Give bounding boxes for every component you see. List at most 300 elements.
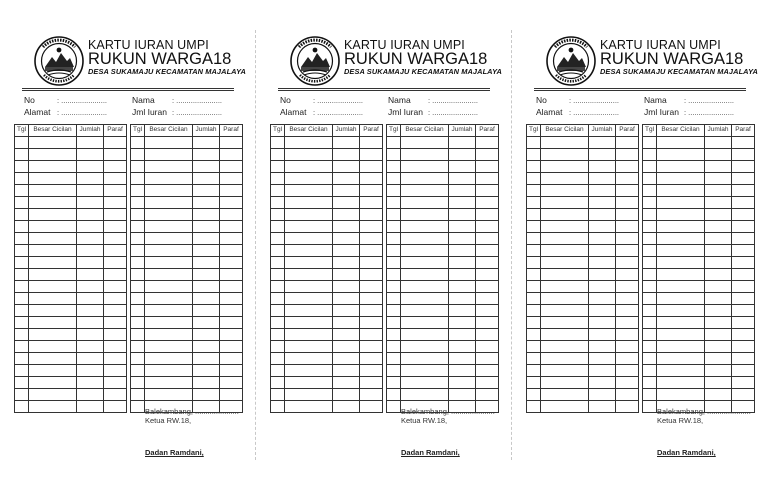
table-cell [15, 389, 29, 401]
table-cell [77, 281, 104, 293]
table-row [131, 365, 243, 377]
table-cell [449, 365, 476, 377]
table-cell [401, 353, 449, 365]
table-row [643, 209, 755, 221]
table-cell [193, 317, 220, 329]
table-cell [360, 173, 383, 185]
table-cell [476, 293, 499, 305]
table-cell [643, 377, 657, 389]
table-row [527, 173, 639, 185]
table-cell [527, 377, 541, 389]
table-cell [193, 245, 220, 257]
table-cell [705, 161, 732, 173]
table-cell [387, 281, 401, 293]
table-row [643, 353, 755, 365]
table-cell [541, 401, 589, 413]
table-cell [220, 329, 243, 341]
table-cell [616, 185, 639, 197]
table-cell [77, 161, 104, 173]
table-cell [271, 173, 285, 185]
table-cell [77, 221, 104, 233]
table-cell [271, 329, 285, 341]
table-cell [643, 257, 657, 269]
table-row [15, 317, 127, 329]
table-cell [732, 185, 755, 197]
table-row [271, 305, 383, 317]
table-row [527, 185, 639, 197]
table-cell [131, 173, 145, 185]
table-cell [77, 137, 104, 149]
table-cell [449, 389, 476, 401]
table-cell [145, 221, 193, 233]
table-row [643, 173, 755, 185]
table-row [387, 341, 499, 353]
table-cell [657, 185, 705, 197]
card-village-subtitle: DESA SUKAMAJU KECAMATAN MAJALAYA [600, 67, 758, 76]
signature-place-date: Balekambang, ..................... [145, 407, 239, 416]
table-cell [616, 389, 639, 401]
installment-table-right [130, 124, 243, 413]
table-cell [616, 281, 639, 293]
table-cell [541, 353, 589, 365]
table-cell [527, 389, 541, 401]
signature-name: Dadan Ramdani, [657, 448, 716, 457]
no-label: No [24, 95, 35, 105]
table-cell [285, 233, 333, 245]
table-cell [131, 353, 145, 365]
table-cell [732, 221, 755, 233]
table-cell [657, 305, 705, 317]
table-cell [616, 149, 639, 161]
table-cell [541, 197, 589, 209]
table-row [131, 173, 243, 185]
table-cell [476, 269, 499, 281]
table-cell [360, 185, 383, 197]
table-cell [657, 281, 705, 293]
table-cell [616, 245, 639, 257]
nama-label: Nama [388, 95, 411, 105]
table-cell [131, 389, 145, 401]
header-rule [534, 90, 746, 91]
table-cell [271, 185, 285, 197]
jml-iuran-field: : ...................... [684, 108, 735, 117]
table-cell [476, 197, 499, 209]
table-cell [657, 149, 705, 161]
table-cell [131, 317, 145, 329]
table-row [271, 257, 383, 269]
rw-emblem-logo [34, 36, 84, 86]
jml-iuran-label: Jml Iuran [388, 107, 423, 117]
table-cell [643, 149, 657, 161]
col-header-besar-cicilan: Besar Cicilan [29, 125, 77, 137]
table-cell [643, 245, 657, 257]
table-cell [29, 281, 77, 293]
table-cell [705, 149, 732, 161]
table-cell [705, 281, 732, 293]
table-cell [657, 269, 705, 281]
table-cell [15, 377, 29, 389]
table-cell [705, 245, 732, 257]
col-header-tgl: Tgl [527, 125, 541, 137]
table-header-row [271, 125, 383, 137]
table-row [387, 185, 499, 197]
table-cell [193, 377, 220, 389]
table-row [527, 365, 639, 377]
table-cell [333, 377, 360, 389]
table-cell [449, 269, 476, 281]
table-cell [657, 245, 705, 257]
table-cell [616, 341, 639, 353]
table-cell [77, 269, 104, 281]
table-cell [732, 353, 755, 365]
table-cell [705, 341, 732, 353]
table-cell [220, 185, 243, 197]
table-cell [527, 257, 541, 269]
table-header-row [643, 125, 755, 137]
table-cell [657, 353, 705, 365]
table-cell [145, 137, 193, 149]
table-cell [589, 245, 616, 257]
table-cell [360, 245, 383, 257]
table-row [387, 365, 499, 377]
table-cell [131, 149, 145, 161]
table-cell [145, 185, 193, 197]
table-cell [387, 173, 401, 185]
table-cell [193, 365, 220, 377]
table-cell [401, 293, 449, 305]
iuran-card [512, 0, 768, 489]
table-cell [387, 341, 401, 353]
table-cell [131, 401, 145, 413]
table-cell [589, 185, 616, 197]
table-row [643, 221, 755, 233]
signature-place-date: Balekambang, ..................... [401, 407, 495, 416]
table-cell [131, 341, 145, 353]
table-cell [271, 317, 285, 329]
table-cell [131, 245, 145, 257]
nama-field: : ...................... [428, 96, 479, 105]
table-cell [77, 233, 104, 245]
table-cell [541, 293, 589, 305]
table-cell [145, 353, 193, 365]
table-cell [271, 353, 285, 365]
table-row [15, 269, 127, 281]
table-cell [220, 377, 243, 389]
table-cell [401, 137, 449, 149]
table-row [131, 317, 243, 329]
table-row [131, 137, 243, 149]
table-cell [333, 365, 360, 377]
table-cell [705, 377, 732, 389]
col-header-besar-cicilan: Besar Cicilan [401, 125, 449, 137]
table-cell [387, 149, 401, 161]
table-cell [145, 161, 193, 173]
table-cell [220, 221, 243, 233]
table-cell [541, 377, 589, 389]
table-row [387, 173, 499, 185]
table-cell [285, 245, 333, 257]
table-cell [193, 281, 220, 293]
table-cell [360, 365, 383, 377]
table-cell [104, 377, 127, 389]
table-cell [387, 185, 401, 197]
table-row [131, 377, 243, 389]
table-cell [104, 257, 127, 269]
iuran-card [0, 0, 256, 489]
table-cell [145, 257, 193, 269]
table-cell [387, 233, 401, 245]
table-row [527, 161, 639, 173]
table-cell [360, 305, 383, 317]
table-cell [15, 257, 29, 269]
table-row [15, 197, 127, 209]
table-cell [732, 365, 755, 377]
signature-place-date: Balekambang, ..................... [657, 407, 751, 416]
table-cell [401, 221, 449, 233]
table-cell [527, 209, 541, 221]
table-cell [360, 161, 383, 173]
table-cell [449, 233, 476, 245]
table-cell [589, 209, 616, 221]
table-cell [145, 341, 193, 353]
table-cell [77, 173, 104, 185]
table-cell [285, 269, 333, 281]
table-cell [15, 341, 29, 353]
table-cell [77, 293, 104, 305]
table-cell [104, 305, 127, 317]
table-cell [541, 137, 589, 149]
col-header-besar-cicilan: Besar Cicilan [285, 125, 333, 137]
card-title: KARTU IURAN UMPI [88, 38, 209, 52]
table-cell [77, 305, 104, 317]
table-cell [220, 209, 243, 221]
table-row [15, 185, 127, 197]
table-cell [449, 185, 476, 197]
table-cell [401, 245, 449, 257]
table-cell [449, 317, 476, 329]
table-cell [401, 233, 449, 245]
table-row [15, 305, 127, 317]
table-cell [77, 185, 104, 197]
table-cell [616, 353, 639, 365]
table-cell [15, 245, 29, 257]
table-cell [732, 137, 755, 149]
no-label: No [280, 95, 291, 105]
table-cell [616, 221, 639, 233]
alamat-label: Alamat [24, 107, 51, 117]
jml-iuran-field: : ...................... [172, 108, 223, 117]
table-cell [589, 269, 616, 281]
table-cell [705, 233, 732, 245]
table-cell [77, 353, 104, 365]
table-cell [616, 137, 639, 149]
table-cell [333, 173, 360, 185]
table-cell [285, 401, 333, 413]
table-cell [527, 293, 541, 305]
table-cell [732, 389, 755, 401]
table-cell [29, 305, 77, 317]
table-row [527, 389, 639, 401]
table-cell [104, 353, 127, 365]
table-cell [285, 365, 333, 377]
table-cell [193, 233, 220, 245]
table-row [387, 305, 499, 317]
table-cell [401, 317, 449, 329]
header-rule [22, 90, 234, 91]
table-cell [285, 377, 333, 389]
table-cell [285, 185, 333, 197]
table-cell [104, 329, 127, 341]
table-cell [271, 293, 285, 305]
card-village-subtitle: DESA SUKAMAJU KECAMATAN MAJALAYA [88, 67, 246, 76]
table-row [527, 293, 639, 305]
table-cell [271, 161, 285, 173]
table-cell [589, 137, 616, 149]
table-cell [271, 305, 285, 317]
table-cell [131, 293, 145, 305]
table-cell [589, 257, 616, 269]
table-cell [131, 221, 145, 233]
table-cell [449, 161, 476, 173]
table-cell [387, 377, 401, 389]
table-row [643, 269, 755, 281]
table-cell [104, 365, 127, 377]
table-cell [657, 161, 705, 173]
table-cell [271, 257, 285, 269]
table-cell [705, 389, 732, 401]
table-cell [589, 293, 616, 305]
table-cell [589, 173, 616, 185]
table-row [15, 245, 127, 257]
table-cell [29, 377, 77, 389]
table-cell [401, 197, 449, 209]
table-cell [643, 293, 657, 305]
table-cell [657, 233, 705, 245]
table-cell [705, 197, 732, 209]
table-row [643, 149, 755, 161]
table-cell [732, 293, 755, 305]
table-cell [387, 293, 401, 305]
table-cell [15, 317, 29, 329]
table-cell [616, 161, 639, 173]
table-cell [541, 149, 589, 161]
table-cell [145, 329, 193, 341]
table-cell [705, 305, 732, 317]
table-cell [145, 149, 193, 161]
table-cell [449, 341, 476, 353]
table-row [131, 389, 243, 401]
table-row [643, 257, 755, 269]
table-cell [29, 245, 77, 257]
table-cell [541, 161, 589, 173]
signature-name: Dadan Ramdani, [145, 448, 204, 457]
table-cell [333, 281, 360, 293]
table-cell [732, 245, 755, 257]
table-cell [449, 209, 476, 221]
table-header-row [527, 125, 639, 137]
table-cell [643, 281, 657, 293]
table-cell [589, 401, 616, 413]
table-cell [285, 281, 333, 293]
table-cell [29, 257, 77, 269]
table-cell [527, 353, 541, 365]
table-cell [333, 245, 360, 257]
table-cell [387, 197, 401, 209]
col-header-tgl: Tgl [643, 125, 657, 137]
col-header-jumlah: Jumlah [589, 125, 616, 137]
table-cell [616, 317, 639, 329]
table-cell [131, 305, 145, 317]
table-cell [589, 341, 616, 353]
table-cell [527, 221, 541, 233]
alamat-field: : ...................... [57, 108, 108, 117]
table-cell [449, 329, 476, 341]
table-row [15, 233, 127, 245]
table-cell [643, 341, 657, 353]
table-cell [77, 245, 104, 257]
table-cell [193, 269, 220, 281]
table-row [271, 185, 383, 197]
table-cell [15, 137, 29, 149]
table-cell [705, 365, 732, 377]
table-cell [77, 149, 104, 161]
table-row [271, 293, 383, 305]
table-cell [29, 185, 77, 197]
table-cell [360, 197, 383, 209]
table-row [15, 173, 127, 185]
installment-table-left [526, 124, 639, 413]
installment-table-right [386, 124, 499, 413]
table-row [643, 293, 755, 305]
table-cell [387, 329, 401, 341]
col-header-paraf: Paraf [220, 125, 243, 137]
table-cell [29, 269, 77, 281]
table-cell [732, 281, 755, 293]
table-cell [285, 221, 333, 233]
table-cell [271, 365, 285, 377]
card-title: KARTU IURAN UMPI [600, 38, 721, 52]
table-cell [616, 401, 639, 413]
table-cell [449, 137, 476, 149]
table-cell [589, 149, 616, 161]
table-row [15, 401, 127, 413]
table-cell [449, 293, 476, 305]
table-cell [527, 185, 541, 197]
table-cell [589, 353, 616, 365]
table-cell [77, 365, 104, 377]
table-cell [77, 329, 104, 341]
table-cell [360, 233, 383, 245]
table-cell [131, 209, 145, 221]
table-cell [616, 209, 639, 221]
table-cell [527, 149, 541, 161]
table-cell [77, 209, 104, 221]
table-cell [360, 209, 383, 221]
rw-emblem-logo [546, 36, 596, 86]
table-cell [360, 149, 383, 161]
table-row [131, 353, 243, 365]
table-cell [589, 281, 616, 293]
table-cell [131, 233, 145, 245]
header-rule [278, 90, 490, 91]
table-cell [589, 389, 616, 401]
table-cell [449, 305, 476, 317]
table-cell [104, 137, 127, 149]
table-row [271, 341, 383, 353]
table-cell [131, 281, 145, 293]
table-cell [705, 353, 732, 365]
table-cell [643, 185, 657, 197]
